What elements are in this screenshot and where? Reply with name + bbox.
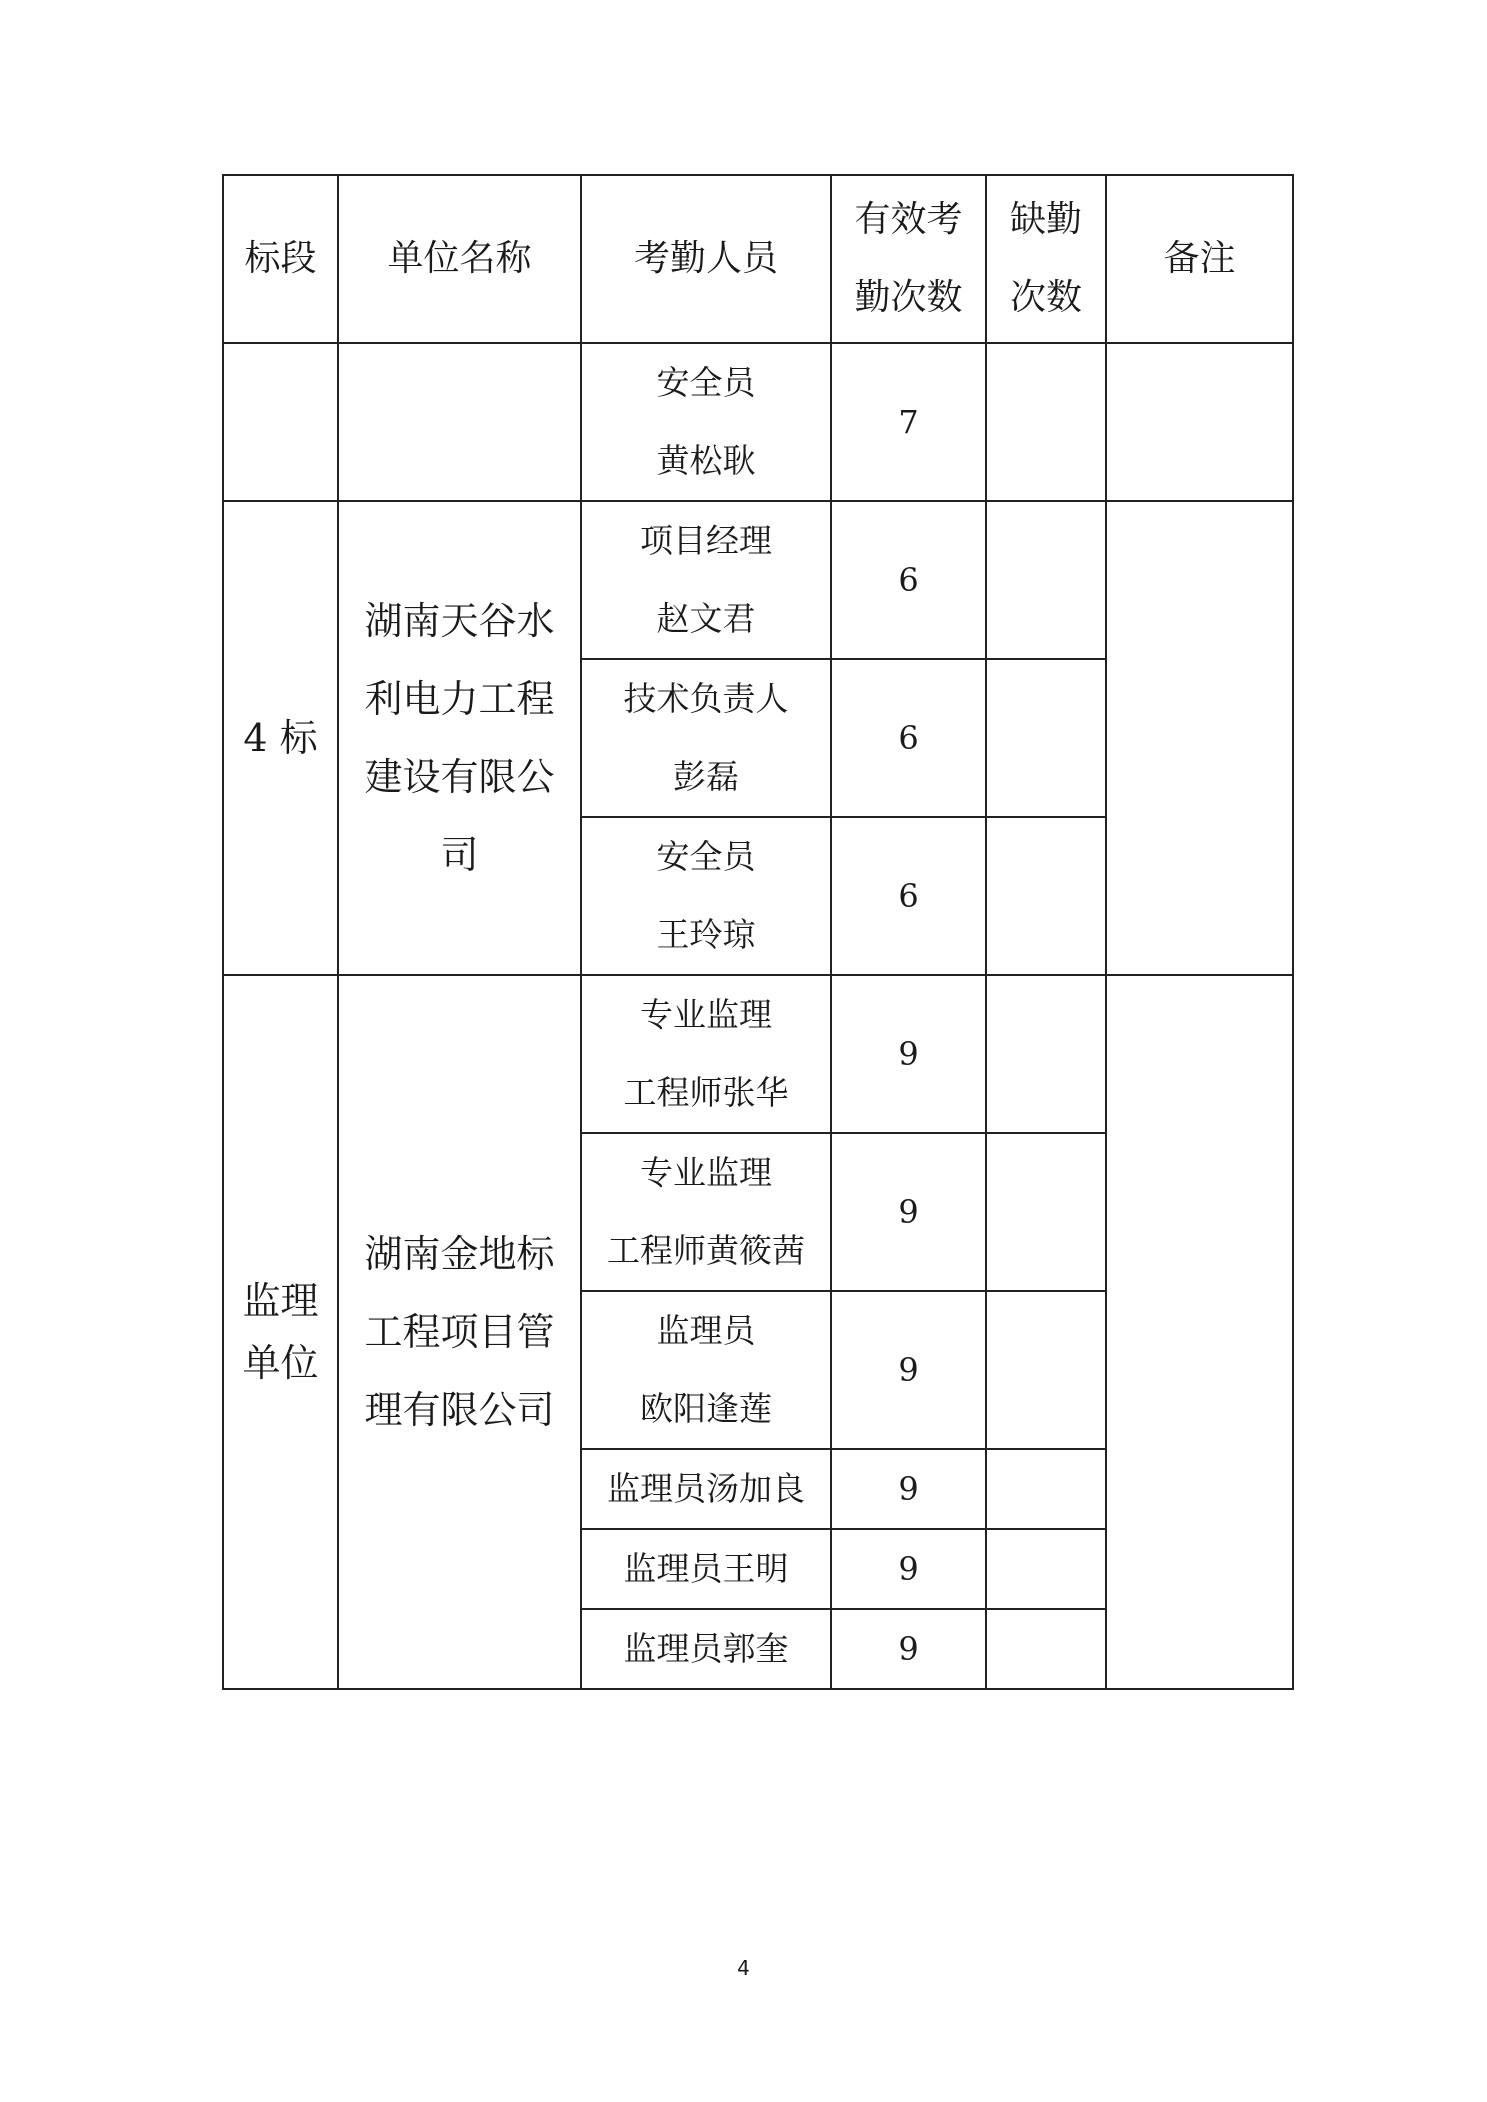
absent-count-cell	[986, 1291, 1106, 1449]
absent-count-cell	[986, 1529, 1106, 1609]
valid-count-cell: 9	[831, 1133, 986, 1291]
absent-count-cell	[986, 1449, 1106, 1529]
section-cell-4: 4 标	[223, 501, 338, 975]
staff-cell: 监理员郭奎	[581, 1609, 831, 1689]
staff-cell	[581, 501, 831, 659]
section-line: 监理	[242, 1279, 319, 1323]
staff-role: 监理员	[656, 1311, 756, 1350]
section-cell-supervision	[223, 975, 338, 1689]
absent-count-cell	[986, 975, 1106, 1133]
unit-cell-empty	[338, 343, 581, 501]
staff-role: 技术负责人	[623, 679, 789, 718]
staff-name: 工程师张华	[623, 1073, 789, 1112]
staff-role: 专业监理	[640, 1153, 772, 1192]
unit-name-line: 建设有限公	[364, 755, 555, 799]
header-remarks: 备注	[1106, 175, 1293, 343]
unit-name-line: 利电力工程	[364, 677, 555, 721]
table-row	[223, 501, 1293, 659]
header-valid-line-1: 有效考	[854, 199, 963, 240]
staff-name: 赵文君	[656, 599, 756, 638]
page-number: 4	[737, 1956, 750, 1980]
unit-name-line: 工程项目管	[364, 1310, 555, 1354]
staff-cell	[581, 1291, 831, 1449]
absent-count-cell	[986, 1133, 1106, 1291]
absent-count-cell	[986, 501, 1106, 659]
valid-count-cell: 7	[831, 343, 986, 501]
staff-cell	[581, 1133, 831, 1291]
staff-cell: 监理员汤加良	[581, 1449, 831, 1529]
header-row	[223, 175, 1293, 343]
valid-count-cell: 9	[831, 1291, 986, 1449]
header-section: 标段	[223, 175, 338, 343]
absent-count-cell	[986, 343, 1106, 501]
unit-name-line: 湖南天谷水	[364, 599, 555, 643]
unit-name-line: 理有限公司	[364, 1388, 555, 1432]
unit-cell-jindibiao	[338, 975, 581, 1689]
header-valid-count	[831, 175, 986, 343]
staff-name: 工程师黄筱茜	[607, 1231, 805, 1270]
staff-name: 彭磊	[673, 757, 739, 796]
staff-role: 项目经理	[640, 521, 772, 560]
valid-count-cell: 9	[831, 1609, 986, 1689]
staff-role: 专业监理	[640, 995, 772, 1034]
valid-count-cell: 9	[831, 1449, 986, 1529]
staff-cell	[581, 659, 831, 817]
header-absent-count	[986, 175, 1106, 343]
staff-name: 黄松耿	[656, 441, 756, 480]
absent-count-cell	[986, 1609, 1106, 1689]
absent-count-cell	[986, 659, 1106, 817]
valid-count-cell: 6	[831, 659, 986, 817]
remarks-cell	[1106, 501, 1293, 975]
attendance-table	[222, 174, 1294, 1690]
table-row	[223, 975, 1293, 1133]
unit-name-line: 司	[440, 833, 479, 877]
staff-cell	[581, 817, 831, 975]
valid-count-cell: 6	[831, 817, 986, 975]
table-row	[223, 343, 1293, 501]
header-valid-line-2: 勤次数	[854, 277, 963, 318]
staff-name: 欧阳逢莲	[640, 1389, 772, 1428]
remarks-cell	[1106, 975, 1293, 1689]
valid-count-cell: 6	[831, 501, 986, 659]
valid-count-cell: 9	[831, 975, 986, 1133]
staff-cell	[581, 343, 831, 501]
section-line: 单位	[242, 1341, 319, 1385]
header-staff: 考勤人员	[581, 175, 831, 343]
absent-count-cell	[986, 817, 1106, 975]
remarks-cell	[1106, 343, 1293, 501]
unit-name-line: 湖南金地标	[364, 1232, 555, 1276]
header-unit-name: 单位名称	[338, 175, 581, 343]
section-cell-empty	[223, 343, 338, 501]
staff-name: 王玲琼	[656, 915, 756, 954]
header-absent-line-1: 缺勤	[1009, 199, 1082, 240]
valid-count-cell: 9	[831, 1529, 986, 1609]
staff-role: 安全员	[656, 837, 756, 876]
staff-cell	[581, 975, 831, 1133]
header-absent-line-2: 次数	[1009, 277, 1082, 318]
unit-cell-tiangu	[338, 501, 581, 975]
staff-role: 安全员	[656, 363, 756, 402]
staff-cell: 监理员王明	[581, 1529, 831, 1609]
